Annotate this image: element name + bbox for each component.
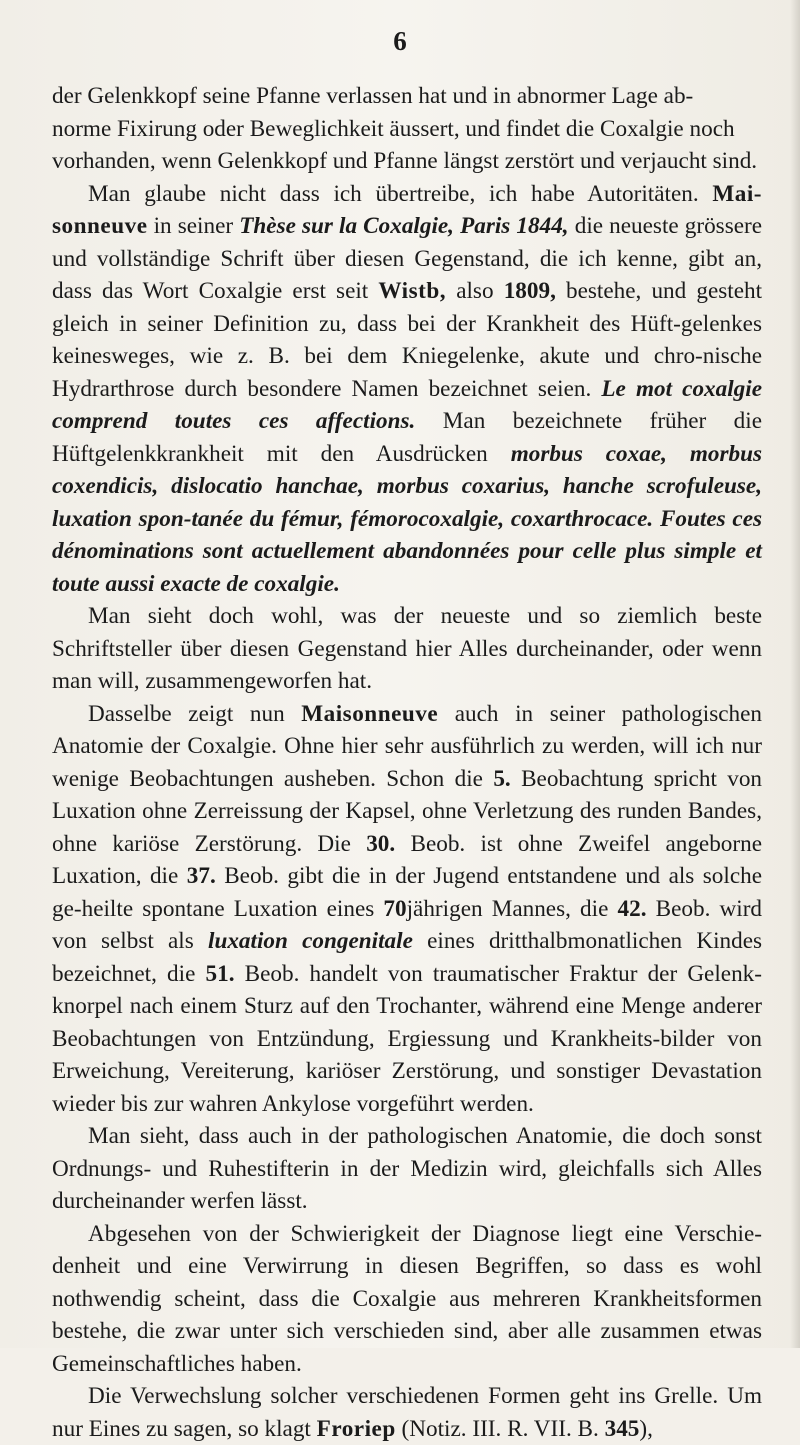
sentence: die neueste grössere und vollständige Schrift über diesen Gegenstand, die ich kenne, gibt an, dass das Wort Coxalgie erst seit bbox=[52, 213, 763, 304]
book-title: Thèse sur la Coxalgie, Paris 1844, bbox=[239, 213, 569, 239]
page-reference: 345 bbox=[604, 1415, 640, 1442]
sentence: Beob. wird von selbst als bbox=[52, 895, 763, 954]
author-name: Maisonneuve bbox=[301, 700, 439, 727]
sentence: Beob. gibt die in der Jugend entstandene und als solche ge-heilte spontane Luxation eines bbox=[52, 863, 763, 922]
sentence: Beobachtung spricht von Luxation ohne Zerreissung der Kapsel, ohne Verletzung des runden Bandes, ohne kariöse Zerstörung. Die bbox=[52, 765, 763, 857]
paragraph-1 bbox=[52, 80, 762, 178]
paragraph-4 bbox=[52, 698, 762, 1121]
year: 1809, bbox=[503, 278, 556, 304]
sentence: in seiner bbox=[153, 213, 234, 239]
author-name: Froriep bbox=[316, 1415, 396, 1442]
sentence: also bbox=[456, 278, 494, 304]
paragraph-5: Man sieht, dass auch in der pathologischen Anatomie, die doch sonst Ordnungs- und Ruhestifterin in der Medizin wird, gleichfalls sich Alles durcheinander werfen lässt. bbox=[52, 1123, 762, 1214]
sentence: Man glaube nicht dass ich übertreibe, ich habe Autoritäten. bbox=[88, 180, 699, 207]
sentence: bestehe, und gesteht gleich in seiner Definition zu, dass bei der Krankheit des Hüft-gelenkes keinesweges, wie z. B. bei dem Kniegelenke, akute und chro-nische Hydrarthrose durch besondere Namen bezeichnet seien. bbox=[52, 278, 763, 402]
author-name: Wistb, bbox=[378, 278, 447, 304]
observation-number: 37. bbox=[186, 863, 216, 889]
sentence: jährigen Mannes, die bbox=[406, 895, 609, 922]
sentence: eines dritthalbmonatlichen Kindes bezeichnet, die bbox=[52, 928, 763, 987]
sentence: Beob. ist ohne Zweifel angeborne Luxation, die bbox=[52, 830, 763, 889]
sentence: Dasselbe zeigt nun bbox=[88, 700, 285, 727]
sentence: (Notiz. III. R. VII. B. bbox=[401, 1415, 599, 1442]
paragraph-6: Abgesehen von der Schwierigkeit der Diagnose liegt eine Verschie-denheit und eine Verwirrung in diesen Begriffen, so dass es wohl nothwendig scheint, dass die Coxalgie aus mehreren Krankheitsformen bestehe, die zwar unter sich verschieden sind, aber alle zusammen etwas Gemeinschaftliches haben. bbox=[52, 1220, 762, 1377]
page-edge-shadow bbox=[790, 0, 800, 1348]
observation-number: 30. bbox=[366, 830, 396, 857]
observation-number: 42. bbox=[617, 895, 647, 922]
french-quote: Le mot coxalgie comprend toutes ces affections. bbox=[52, 375, 763, 434]
body-text bbox=[52, 80, 762, 1445]
paragraph-2 bbox=[52, 178, 762, 601]
sentence: Die Verwechslung solcher verschiedenen Formen geht ins Grelle. Um nur Eines zu sagen, so klagt bbox=[52, 1383, 762, 1442]
sentence: auch in seiner pathologischen Anatomie der Coxalgie. Ohne hier sehr ausführlich zu werden, will ich nur wenige Beobachtungen ausheben. Schon die bbox=[52, 700, 763, 792]
line: der Gelenkkopf seine Pfanne verlassen hat und in abnormer Lage ab- bbox=[52, 83, 694, 109]
sentence: ), bbox=[639, 1415, 653, 1442]
author-name: Mai-sonneuve bbox=[52, 180, 763, 239]
line: vorhanden, wenn Gelenkkopf und Pfanne längst zerstört und verjaucht sind. bbox=[52, 148, 758, 174]
paragraph-7 bbox=[52, 1380, 762, 1445]
sentence: Beob. handelt von traumatischer Fraktur der Gelenk-knorpel nach einem Sturz auf den Trochanter, während eine Menge anderer Beobachtungen von Entzündung, Ergiessung und Krankheits-bilder von Erweichung, Vereiterung, kariöser Zerstörung, und sonstiger Devastation wieder bis zur wahren Ankylose vorgeführt werden. bbox=[52, 960, 762, 1117]
french-term: luxation congenitale bbox=[208, 928, 413, 954]
french-quote: Foutes ces dénominations sont actuellement abandonnées pour celle plus simple et toute aussi exacte de coxalgie. bbox=[52, 505, 763, 597]
line: norme Fixirung oder Beweglichkeit äussert, und findet die Coxalgie noch bbox=[52, 115, 735, 142]
paragraph-3: Man sieht doch wohl, was der neueste und so ziemlich beste Schriftsteller über diesen Gegenstand hier Alles durcheinander, oder wenn man will, zusammengeworfen hat. bbox=[52, 603, 762, 694]
observation-number: 5. bbox=[493, 765, 511, 792]
observation-number: 51. bbox=[205, 960, 235, 987]
latin-terms: morbus coxae, morbus coxendicis, dislocatio hanchae, morbus coxarius, hanche scrofuleuse, luxation spon-tanée du fémur, fémorocoxalgie, coxarthrocace. bbox=[52, 440, 762, 532]
age-number: 70 bbox=[383, 895, 407, 922]
page-number: 6 bbox=[393, 26, 407, 56]
sentence: Man bezeichnete früher die Hüftgelenkkrankheit mit den Ausdrücken bbox=[52, 408, 763, 467]
